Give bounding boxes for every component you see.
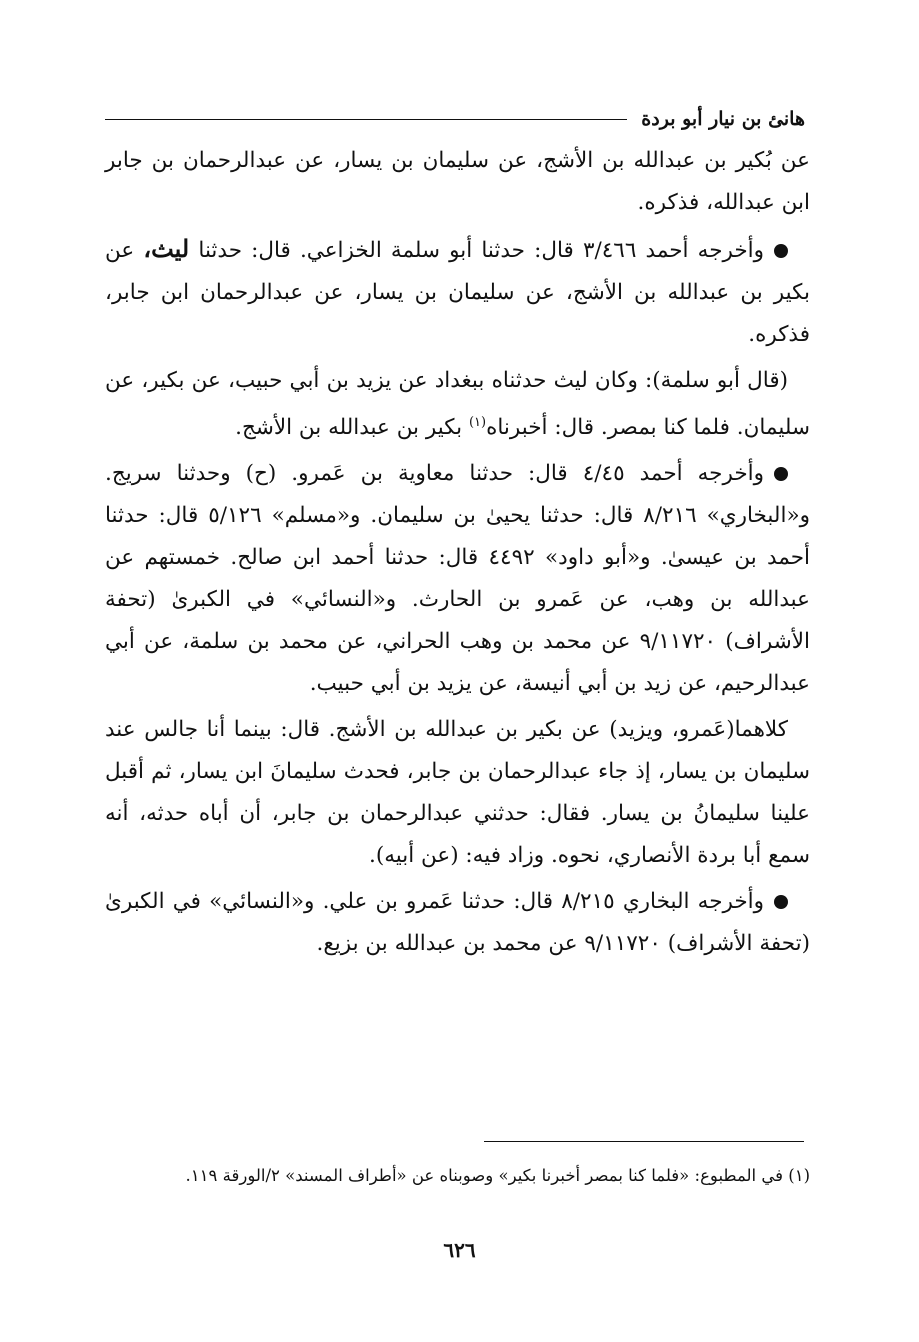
main-text <box>105 140 810 969</box>
footnote-reference: (١) <box>468 415 487 430</box>
running-title: هانئ بن نيار أبو بردة <box>641 108 805 130</box>
highlighted-narrator: ليث، <box>143 234 190 263</box>
bullet-icon <box>774 895 788 909</box>
paragraph-3-text-after: بكير بن عبدالله بن الأشج. <box>235 415 463 441</box>
running-header <box>105 102 805 136</box>
paragraph-6 <box>105 881 810 965</box>
bullet-icon <box>774 467 788 481</box>
paragraph-3 <box>105 360 810 449</box>
paragraph-1: عن بُكير بن عبدالله بن الأشج، عن سليمان بن يسار، عن عبدالرحمان بن جابر ابن عبدالله، فذكره. <box>105 148 810 215</box>
paragraph-6-text: وأخرجه البخاري ٨/٢١٥ قال: حدثنا عَمرو بن علي. و«النسائي» في الكبرىٰ (تحفة الأشراف) ٩/١١٧٢٠ عن محمد بن عبدالله بن بزيع. <box>105 889 810 957</box>
bullet-icon <box>774 244 788 258</box>
footnotes <box>105 1158 810 1194</box>
page-number: ٦٢٦ <box>443 1238 476 1262</box>
paragraph-5: كلاهما(عَمرو، ويزيد) عن بكير بن عبدالله بن الأشج. قال: بينما أنا جالس عند سليمان بن يسار، إذ جاء عبدالرحمان بن جابر، فحدث سليمانَ ابن يسار، ثم أقبل علينا سليمانُ بن يسار. فقال: حدثني عبدالرحمان بن جابر، أن أباه حدثه، أنه سمع أبا بردة الأنصاري، نحوه. وزاد فيه: (عن أبيه). <box>105 717 810 869</box>
paragraph-4-text: وأخرجه أحمد ٤/٤٥ قال: حدثنا معاوية بن عَمرو. (ح) وحدثنا سريج. و«البخاري» ٨/٢١٦ قال: حدثنا يحيىٰ بن سليمان. و«مسلم» ٥/١٢٦ قال: حدثنا أحمد بن عيسىٰ. و«أبو داود» ٤٤٩٢ قال: حدثنا أحمد ابن صالح. خمستهم عن عبدالله بن وهب، عن عَمرو بن الحارث. و«النسائي» في الكبرىٰ (تحفة الأشراف) ٩/١١٧٢٠ عن محمد بن وهب الحراني، عن محمد بن سلمة، عن أبي عبدالرحيم، عن زيد بن أبي أنيسة، عن يزيد بن أبي حبيب. <box>105 461 810 697</box>
paragraph-2-text-before: وأخرجه أحمد ٣/٤٦٦ قال: حدثنا أبو سلمة الخزاعي. قال: حدثنا <box>198 238 764 263</box>
paragraph-2 <box>105 228 810 356</box>
paragraph-2-text-after: عن بكير بن عبدالله بن الأشج، عن سليمان بن يسار، عن عبدالرحمان ابن جابر، فذكره. <box>105 238 810 347</box>
paragraph-4 <box>105 453 810 705</box>
paragraph-3-text-before: (قال أبو سلمة): وكان ليث حدثناه ببغداد عن يزيد بن أبي حبيب، عن بكير، عن سليمان. فلما كنا بمصر. قال: أخبرناه <box>105 368 810 441</box>
header-rule <box>105 119 627 120</box>
footnote-rule <box>484 1141 804 1142</box>
footnote-1: (١) في المطبوع: «فلما كنا بمصر أخبرنا بكير» وصوبناه عن «أطراف المسند» ٢/الورقة ١١٩. <box>185 1166 810 1185</box>
